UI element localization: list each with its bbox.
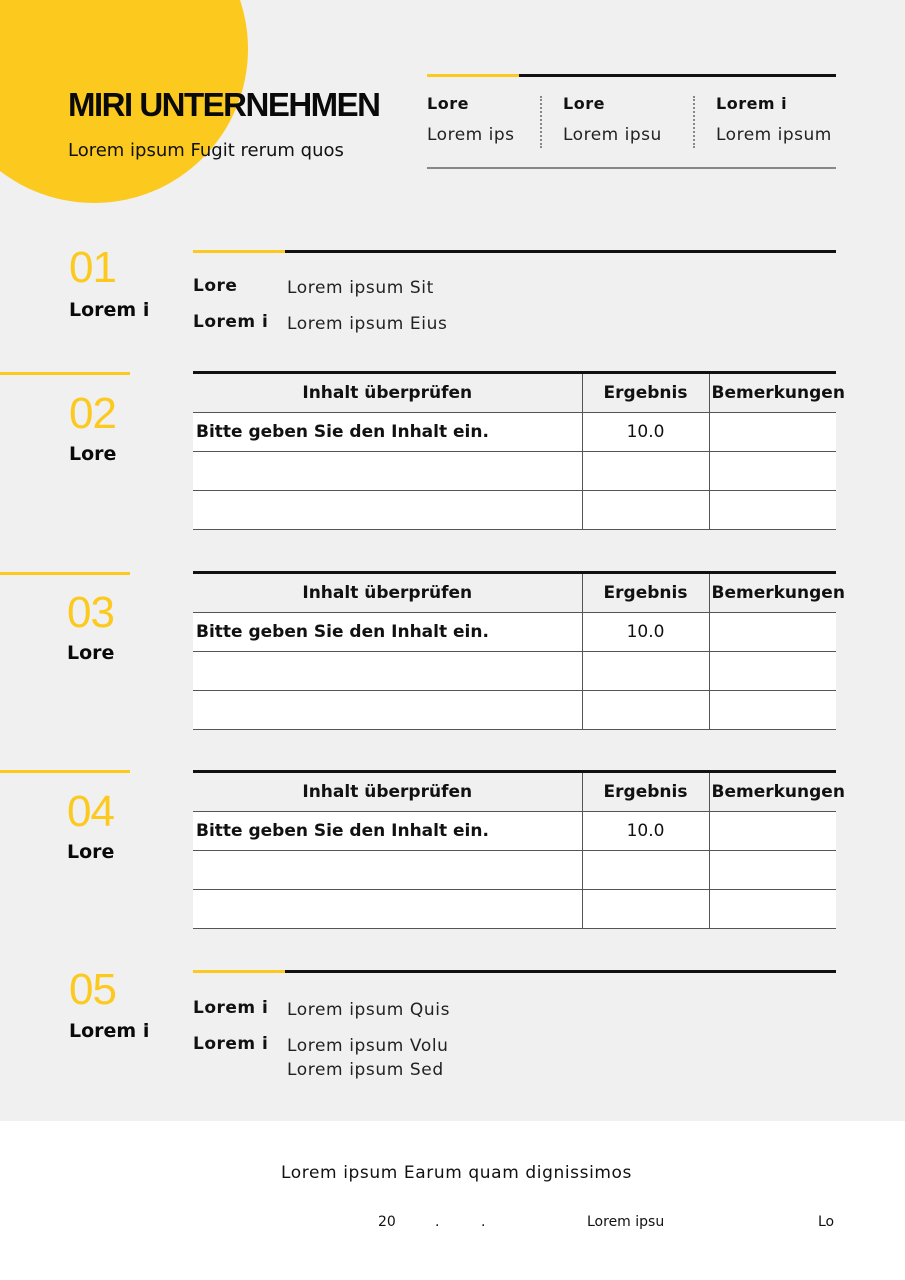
column-header-result: Ergebnis bbox=[582, 772, 709, 812]
footer-signature-right: Lo bbox=[818, 1214, 835, 1230]
content-cell[interactable] bbox=[193, 491, 582, 530]
info-value: Lorem ipsu bbox=[563, 125, 662, 145]
company-name: MIRI UNTERNEHMEN bbox=[68, 86, 380, 123]
section-accent-line bbox=[0, 372, 130, 375]
detail-row bbox=[193, 312, 447, 336]
column-header-remarks: Bemerkungen bbox=[709, 573, 836, 613]
content-cell[interactable] bbox=[193, 851, 582, 890]
result-cell[interactable] bbox=[582, 652, 709, 691]
remarks-cell[interactable] bbox=[709, 691, 836, 730]
detail-key: Lorem i bbox=[193, 998, 269, 1018]
content-cell[interactable]: Bitte geben Sie den Inhalt ein. bbox=[193, 613, 582, 652]
remarks-cell[interactable] bbox=[709, 890, 836, 929]
detail-value-line: Lorem ipsum Sed bbox=[287, 1060, 444, 1080]
section-5-details bbox=[193, 998, 450, 1094]
info-value: Lorem ipsum bbox=[716, 125, 832, 145]
footer-date-separator: . bbox=[435, 1214, 440, 1230]
content-cell[interactable] bbox=[193, 652, 582, 691]
column-header-result: Ergebnis bbox=[582, 573, 709, 613]
table-header-row bbox=[193, 772, 836, 812]
table-row bbox=[193, 851, 836, 890]
section-label: Lore bbox=[67, 841, 115, 863]
section-label: Lore bbox=[67, 642, 115, 664]
remarks-cell[interactable] bbox=[709, 452, 836, 491]
table-row bbox=[193, 413, 836, 452]
section-1-details bbox=[193, 276, 447, 348]
result-cell[interactable] bbox=[582, 691, 709, 730]
column-header-remarks: Bemerkungen bbox=[709, 772, 836, 812]
remarks-cell[interactable] bbox=[709, 851, 836, 890]
content-cell[interactable] bbox=[193, 691, 582, 730]
result-cell[interactable]: 10.0 bbox=[582, 413, 709, 452]
section-label: Lorem i bbox=[69, 1020, 150, 1042]
table-header-row bbox=[193, 373, 836, 413]
section-number: 02 bbox=[69, 389, 116, 438]
section-number: 03 bbox=[67, 588, 114, 637]
section-number: 04 bbox=[67, 787, 114, 836]
info-value: Lorem ips bbox=[427, 125, 515, 145]
detail-value: Lorem ipsum Sit bbox=[287, 278, 434, 298]
content-cell[interactable]: Bitte geben Sie den Inhalt ein. bbox=[193, 413, 582, 452]
detail-key: Lorem i bbox=[193, 312, 269, 332]
column-header-result: Ergebnis bbox=[582, 373, 709, 413]
section-accent-line bbox=[0, 572, 130, 575]
info-label: Lore bbox=[563, 94, 605, 113]
review-table bbox=[193, 770, 845, 929]
table-row bbox=[193, 491, 836, 530]
result-cell[interactable] bbox=[582, 452, 709, 491]
footer bbox=[0, 1121, 905, 1280]
remarks-cell[interactable] bbox=[709, 812, 836, 851]
info-column-2 bbox=[563, 94, 662, 145]
table-row bbox=[193, 452, 836, 491]
table-header-row bbox=[193, 573, 836, 613]
content-cell[interactable] bbox=[193, 452, 582, 491]
header-info-box bbox=[427, 74, 836, 169]
info-accent-line bbox=[427, 74, 519, 77]
footer-date-year: 20 bbox=[378, 1214, 396, 1230]
result-cell[interactable] bbox=[582, 851, 709, 890]
detail-value-line: Lorem ipsum Volu bbox=[287, 1036, 449, 1056]
section-label: Lore bbox=[69, 443, 117, 465]
info-top-line bbox=[519, 74, 836, 77]
result-cell[interactable]: 10.0 bbox=[582, 812, 709, 851]
footer-date-separator: . bbox=[481, 1214, 486, 1230]
info-label: Lore bbox=[427, 94, 469, 113]
section-label: Lorem i bbox=[69, 299, 150, 321]
table-row bbox=[193, 652, 836, 691]
result-cell[interactable] bbox=[582, 890, 709, 929]
detail-key: Lorem i bbox=[193, 1034, 269, 1054]
table-row bbox=[193, 613, 836, 652]
review-table bbox=[193, 571, 845, 730]
info-divider bbox=[540, 96, 542, 148]
column-header-content: Inhalt überprüfen bbox=[193, 573, 582, 613]
content-cell[interactable] bbox=[193, 890, 582, 929]
remarks-cell[interactable] bbox=[709, 491, 836, 530]
column-header-remarks: Bemerkungen bbox=[709, 373, 836, 413]
section-top-line bbox=[193, 970, 836, 973]
detail-value: Lorem ipsum Eius bbox=[287, 314, 448, 334]
section-top-line bbox=[193, 250, 836, 253]
company-subtitle: Lorem ipsum Fugit rerum quos bbox=[68, 140, 344, 161]
content-cell[interactable]: Bitte geben Sie den Inhalt ein. bbox=[193, 812, 582, 851]
detail-row bbox=[193, 998, 450, 1022]
review-table bbox=[193, 371, 845, 530]
info-column-3 bbox=[716, 94, 832, 145]
footer-signature-label: Lorem ipsu bbox=[587, 1214, 665, 1230]
footer-text: Lorem ipsum Earum quam dignissimos bbox=[281, 1163, 633, 1183]
section-number: 01 bbox=[69, 243, 116, 292]
info-column-1 bbox=[427, 94, 514, 145]
info-label: Lorem i bbox=[716, 94, 788, 113]
detail-value: Lorem ipsum Quis bbox=[287, 1000, 451, 1020]
remarks-cell[interactable] bbox=[709, 413, 836, 452]
result-cell[interactable] bbox=[582, 491, 709, 530]
detail-row bbox=[193, 1034, 450, 1082]
detail-value bbox=[287, 1034, 449, 1082]
table-row bbox=[193, 812, 836, 851]
detail-key: Lore bbox=[193, 276, 238, 296]
section-accent-line bbox=[0, 770, 130, 773]
column-header-content: Inhalt überprüfen bbox=[193, 373, 582, 413]
detail-row bbox=[193, 276, 447, 300]
column-header-content: Inhalt überprüfen bbox=[193, 772, 582, 812]
section-number: 05 bbox=[69, 965, 116, 1014]
result-cell[interactable]: 10.0 bbox=[582, 613, 709, 652]
remarks-cell[interactable] bbox=[709, 652, 836, 691]
table-row bbox=[193, 890, 836, 929]
table-row bbox=[193, 691, 836, 730]
info-divider bbox=[693, 96, 695, 148]
remarks-cell[interactable] bbox=[709, 613, 836, 652]
